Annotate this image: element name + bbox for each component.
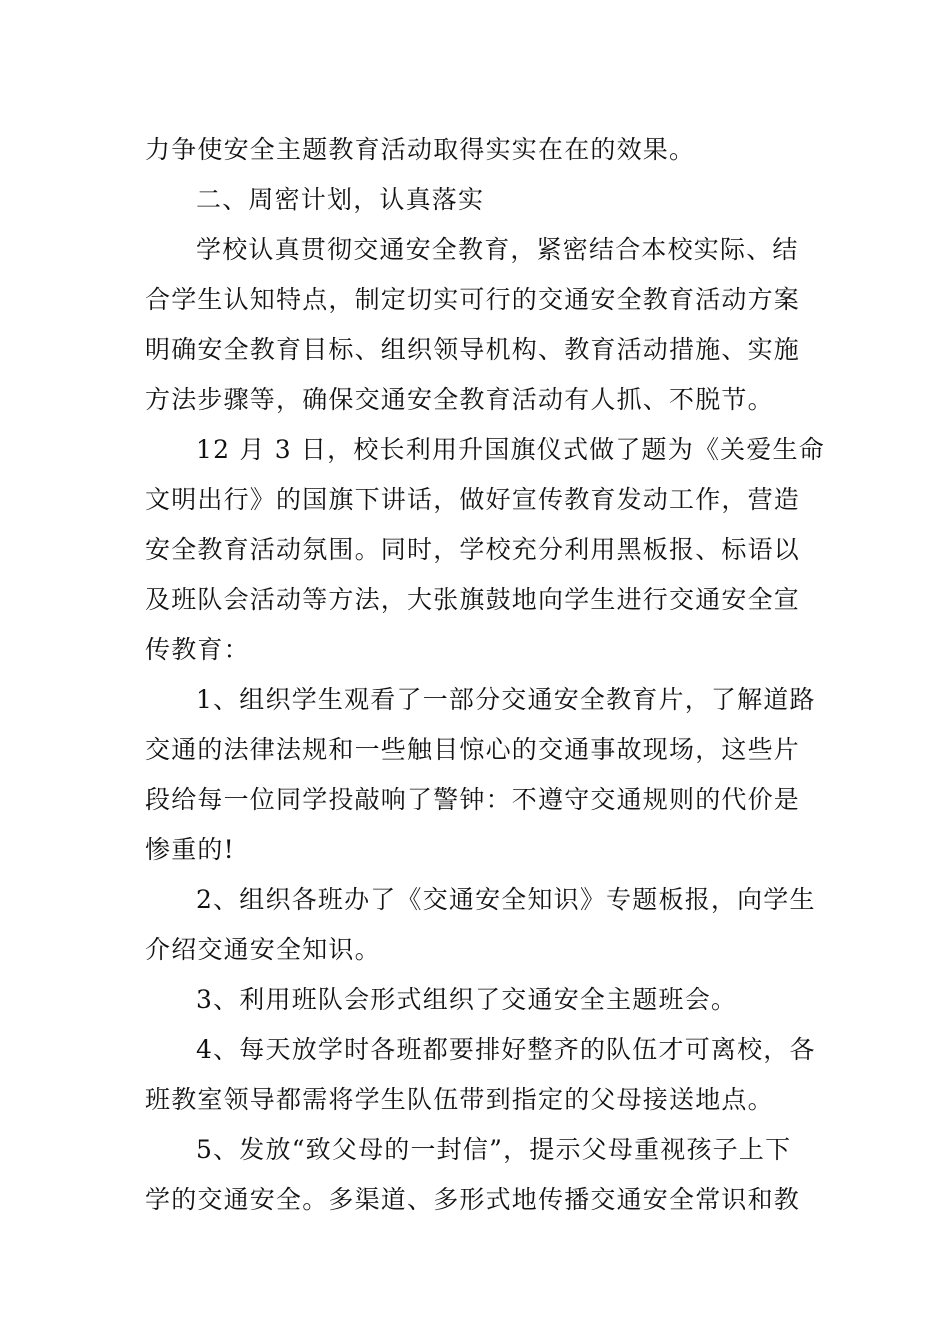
- text-line-10: 及班队会活动等方法，大张旗鼓地向学生进行交通安全宣: [145, 585, 801, 614]
- text-line-7: 12 月 3 日，校长利用升国旗仪式做了题为《关爱生命: [196, 435, 825, 464]
- text-line-5: 明确安全教育目标、组织领导机构、教育活动措施、实施: [145, 335, 801, 364]
- text-line-11: 传教育：: [145, 635, 250, 664]
- text-line-13: 交通的法律法规和一些触目惊心的交通事故现场，这些片: [145, 735, 801, 764]
- text-line-15: 惨重的!: [145, 835, 235, 864]
- text-line-20: 班教室领导都需将学生队伍带到指定的父母接送地点。: [145, 1085, 774, 1114]
- text-line-14: 段给每一位同学投敲响了警钟：不遵守交通规则的代价是: [145, 785, 801, 814]
- text-line-3: 学校认真贯彻交通安全教育，紧密结合本校实际、结: [196, 235, 799, 264]
- text-line-8: 文明出行》的国旗下讲话，做好宣传教育发动工作，营造: [145, 485, 801, 514]
- text-line-6: 方法步骤等，确保交通安全教育活动有人抓、不脱节。: [145, 385, 774, 414]
- text-line-17: 介绍交通安全知识。: [145, 935, 381, 964]
- text-line-18: 3、利用班队会形式组织了交通安全主题班会。: [196, 985, 738, 1014]
- text-line-4: 合学生认知特点，制定切实可行的交通安全教育活动方案: [145, 285, 801, 314]
- text-line-1: 力争使安全主题教育活动取得实实在在的效果。: [145, 135, 696, 164]
- text-line-19: 4、每天放学时各班都要排好整齐的队伍才可离校，各: [196, 1035, 816, 1064]
- text-line-21: 5、发放“致父母的一封信”，提示父母重视孩子上下: [196, 1135, 792, 1164]
- text-line-16: 2、组织各班办了《交通安全知识》专题板报，向学生: [196, 885, 816, 914]
- text-line-22: 学的交通安全。多渠道、多形式地传播交通安全常识和教: [145, 1185, 801, 1214]
- text-line-9: 安全教育活动氛围。同时，学校充分利用黑板报、标语以: [145, 535, 801, 564]
- text-line-12: 1、组织学生观看了一部分交通安全教育片，了解道路: [196, 685, 816, 714]
- section-heading: 二、周密计划，认真落实: [196, 185, 485, 214]
